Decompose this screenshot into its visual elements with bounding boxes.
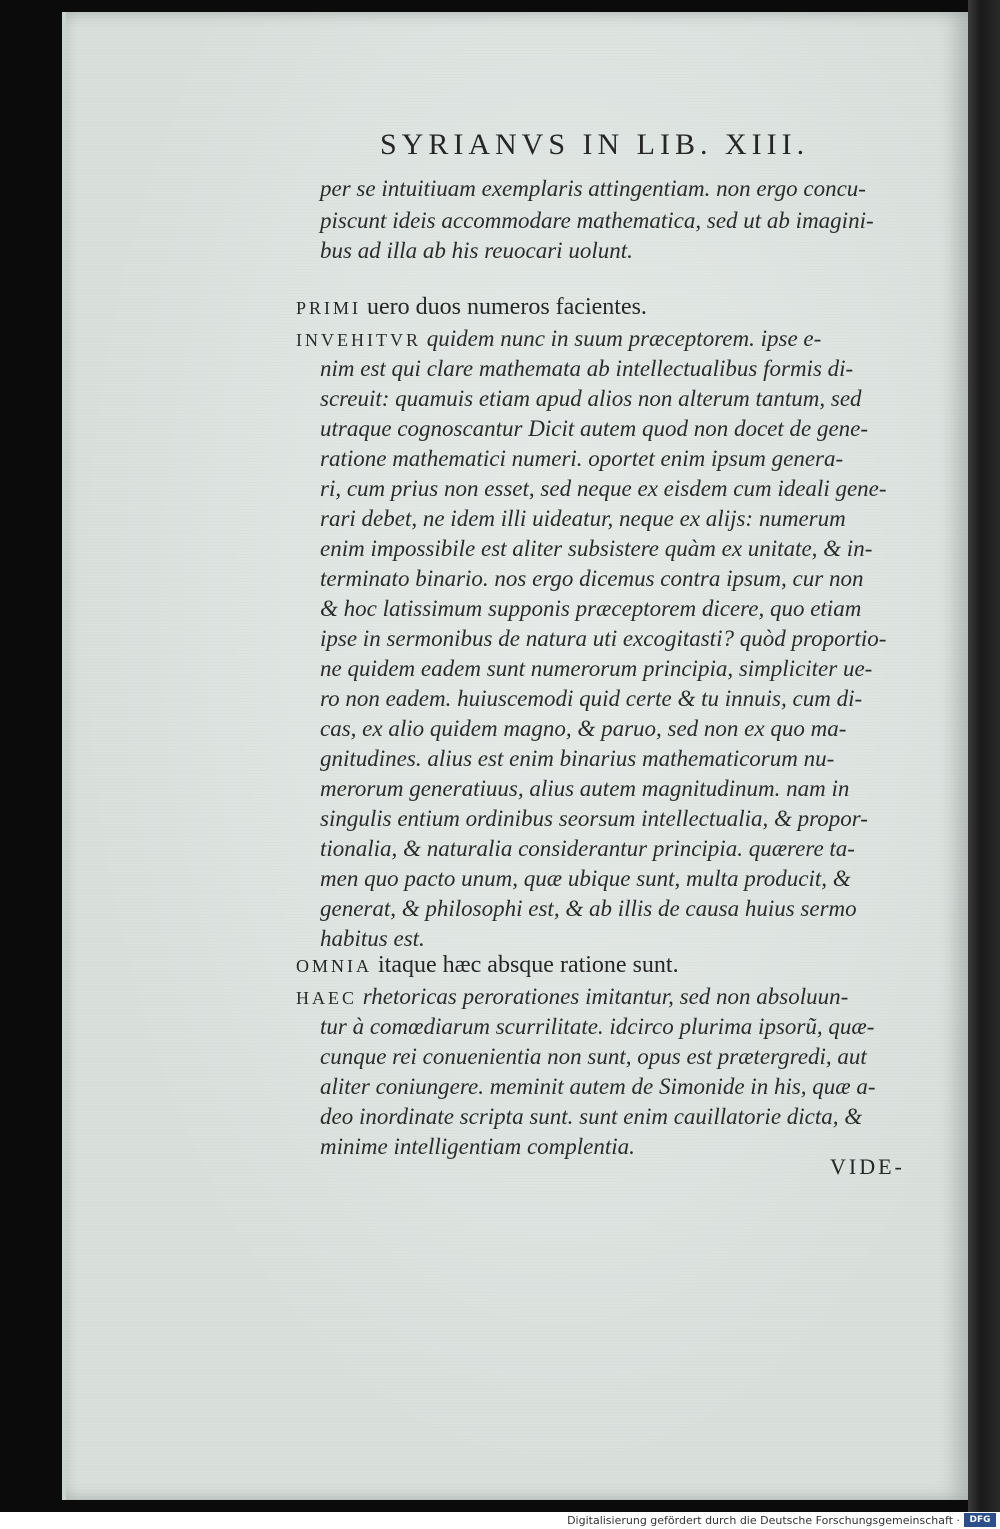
comment-caps: INVEHITVR [296,330,421,350]
dfg-logo-icon: DFG [964,1513,996,1527]
text-line: generat, & philosophi est, & ab illis de causa huius sermo [320,896,857,921]
book-spine [968,0,1000,1512]
text-line: habitus est. [320,926,425,951]
text-line: ipse in sermonibus de natura uti excogitasti? quòd proportio- [320,626,887,651]
text-line: bus ad illa ab his reuocari uolunt. [320,238,633,263]
lemma-omnia [296,952,679,979]
text-line: aliter coniungere. meminit autem de Simonide in his, quæ a- [320,1074,876,1099]
lemma-text: uero duos numeros facientes. [361,294,647,320]
text-line: merorum generatiuus, alius autem magnitudinum. nam in [320,776,850,801]
text-line: screuit: quamuis etiam apud alios non alterum tantum, sed [320,386,862,411]
text-line: cunque rei conuenientia non sunt, opus est prætergredi, aut [320,1044,867,1069]
lemma-primi [296,294,647,321]
text-line: rari debet, ne idem illi uideatur, neque ex alijs: numerum [320,506,846,531]
text-line: ro non eadem. huiuscemodi quid certe & tu innuis, cum di- [320,686,863,711]
text-line: & hoc latissimum supponis præceptorem dicere, quo etiam [320,596,862,621]
page-edge [62,12,66,1500]
text-line: tur à comœdiarum scurrilitate. idcirco plurima ipsorũ, quæ- [320,1014,875,1039]
lemma-caps: OMNIA [296,956,372,976]
text-line: tionalia, & naturalia considerantur principia. quærere ta- [320,836,855,861]
text-line: HAEC rhetoricas perorationes imitantur, sed non absoluun- [296,984,849,1009]
text-line: terminato binario. nos ergo dicemus contra ipsum, cur non [320,566,864,591]
text-line: gnitudines. alius est enim binarius mathematicorum nu- [320,746,835,771]
text-line: singulis entium ordinibus seorsum intellectualia, & propor- [320,806,868,831]
running-head: SYRIANVS IN LIB. XIII. [380,128,810,161]
text-line: deo inordinate scripta sunt. sunt enim cauillatorie dicta, & [320,1104,863,1129]
text-line: per se intuitiuam exemplaris attingentiam. non ergo concu- [320,176,866,201]
text-line: ratione mathematici numeri. oportet enim ipsum genera- [320,446,844,471]
comment-caps: HAEC [296,988,357,1008]
lemma-caps: PRIMI [296,298,362,318]
text-line: piscunt ideis accommodare mathematica, sed ut ab imagini- [320,208,874,233]
lemma-text: itaque hæc absque ratione sunt. [372,952,679,978]
text-line: minime intelligentiam complentia. [320,1134,635,1159]
text-line: men quo pacto unum, quæ ubique sunt, multa producit, & [320,866,851,891]
text-line: ne quidem eadem sunt numerorum principia, simpliciter ue- [320,656,873,681]
catchword: VIDE- [830,1154,905,1179]
text-line: enim impossibile est aliter subsistere quàm ex unitate, & in- [320,536,873,561]
text-line: ri, cum prius non esset, sed neque ex eisdem cum ideali gene- [320,476,887,501]
text-line: cas, ex alio quidem magno, & paruo, sed non ex quo ma- [320,716,847,741]
text-line: utraque cognoscantur Dicit autem quod non docet de gene- [320,416,869,441]
footer-credit: Digitalisierung gefördert durch die Deutsche Forschungsgemeinschaft · [567,1514,960,1527]
text-line: INVEHITVR quidem nunc in suum præceptorem. ipse e- [296,326,822,351]
text-line: nim est qui clare mathemata ab intellectualibus formis di- [320,356,854,381]
